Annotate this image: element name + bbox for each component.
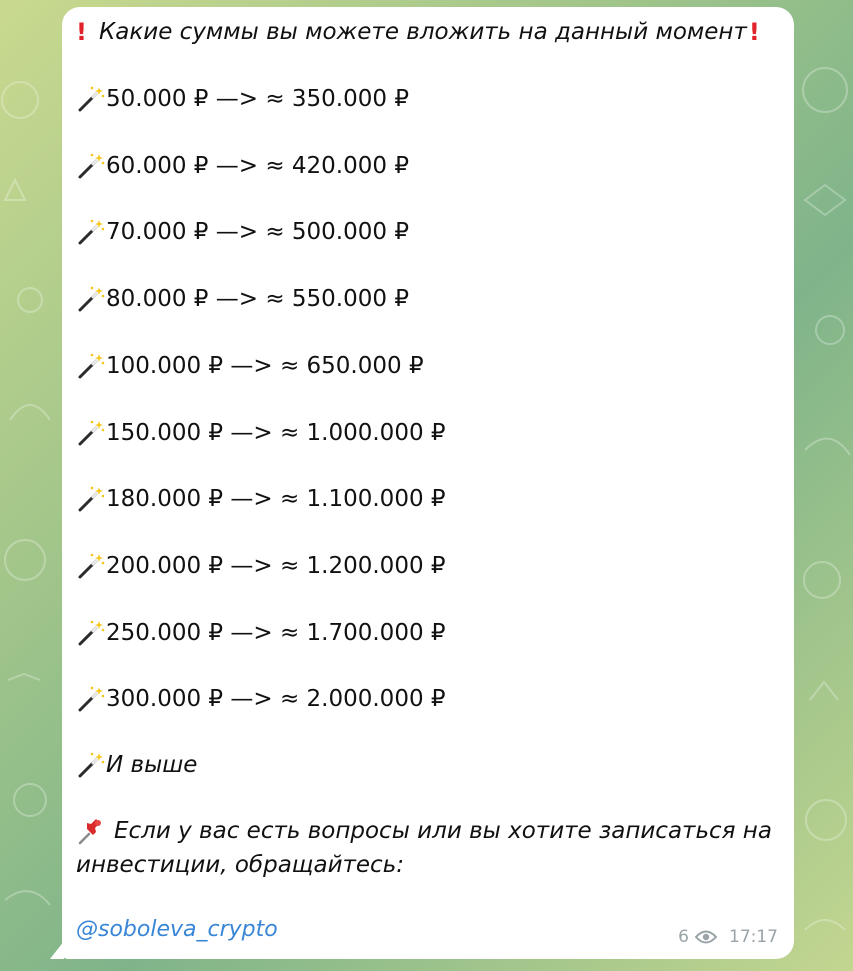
higher-text: И выше: [106, 752, 198, 778]
magic-wand-icon: [76, 217, 106, 247]
amount-text: 60.000 ₽ —> ≈ 420.000 ₽: [106, 152, 409, 179]
amount-line: [76, 484, 446, 514]
message-title-line: [76, 17, 760, 47]
magic-wand-icon: [76, 84, 106, 114]
higher-line: [76, 750, 197, 780]
magic-wand-icon: [76, 484, 106, 514]
exclamation-icon: !: [748, 18, 760, 46]
magic-wand-icon: [76, 618, 106, 648]
magic-wand-icon: [76, 284, 106, 314]
amount-text: 80.000 ₽ —> ≈ 550.000 ₽: [106, 286, 409, 313]
amount-text: 70.000 ₽ —> ≈ 500.000 ₽: [106, 219, 409, 246]
amount-text: 180.000 ₽ —> ≈ 1.100.000 ₽: [106, 486, 446, 513]
pushpin-icon: [76, 816, 106, 846]
amount-line: [76, 84, 409, 114]
magic-wand-icon: [76, 551, 106, 581]
amount-text: 50.000 ₽ —> ≈ 350.000 ₽: [106, 86, 409, 112]
amount-line: [76, 284, 409, 314]
eye-icon: [695, 929, 717, 945]
amount-line: [76, 351, 424, 381]
message-title: Какие суммы вы можете вложить на данный момент: [98, 19, 747, 45]
amount-line: [76, 551, 446, 581]
contact-text-2: инвестиции, обращайтесь:: [76, 852, 405, 878]
message-bubble: [62, 7, 794, 959]
amount-line: [76, 418, 446, 448]
magic-wand-icon: [76, 351, 106, 381]
exclamation-icon: !: [76, 18, 87, 46]
amount-text: 200.000 ₽ —> ≈ 1.200.000 ₽: [106, 552, 446, 579]
amount-text: 100.000 ₽ —> ≈ 650.000 ₽: [106, 352, 424, 379]
amount-text: 150.000 ₽ —> ≈ 1.000.000 ₽: [106, 419, 446, 446]
contact-text-1: Если у вас есть вопросы или вы хотите записаться на: [114, 818, 772, 844]
amount-text: 250.000 ₽ —> ≈ 1.700.000 ₽: [106, 619, 446, 646]
magic-wand-icon: [76, 750, 106, 780]
contact-line-2: [76, 850, 404, 880]
amount-text: 300.000 ₽ —> ≈ 2.000.000 ₽: [106, 686, 446, 713]
amount-line: [76, 217, 409, 247]
message-meta: [678, 927, 778, 947]
amount-line: [76, 684, 446, 714]
message-time: 17:17: [729, 927, 778, 947]
view-count: 6: [678, 927, 689, 947]
amount-line: [76, 618, 446, 648]
amount-line: [76, 151, 409, 181]
magic-wand-icon: [76, 418, 106, 448]
magic-wand-icon: [76, 684, 106, 714]
magic-wand-icon: [76, 151, 106, 181]
username-link[interactable]: @soboleva_crypto: [76, 917, 278, 942]
contact-line-1: [76, 816, 772, 846]
